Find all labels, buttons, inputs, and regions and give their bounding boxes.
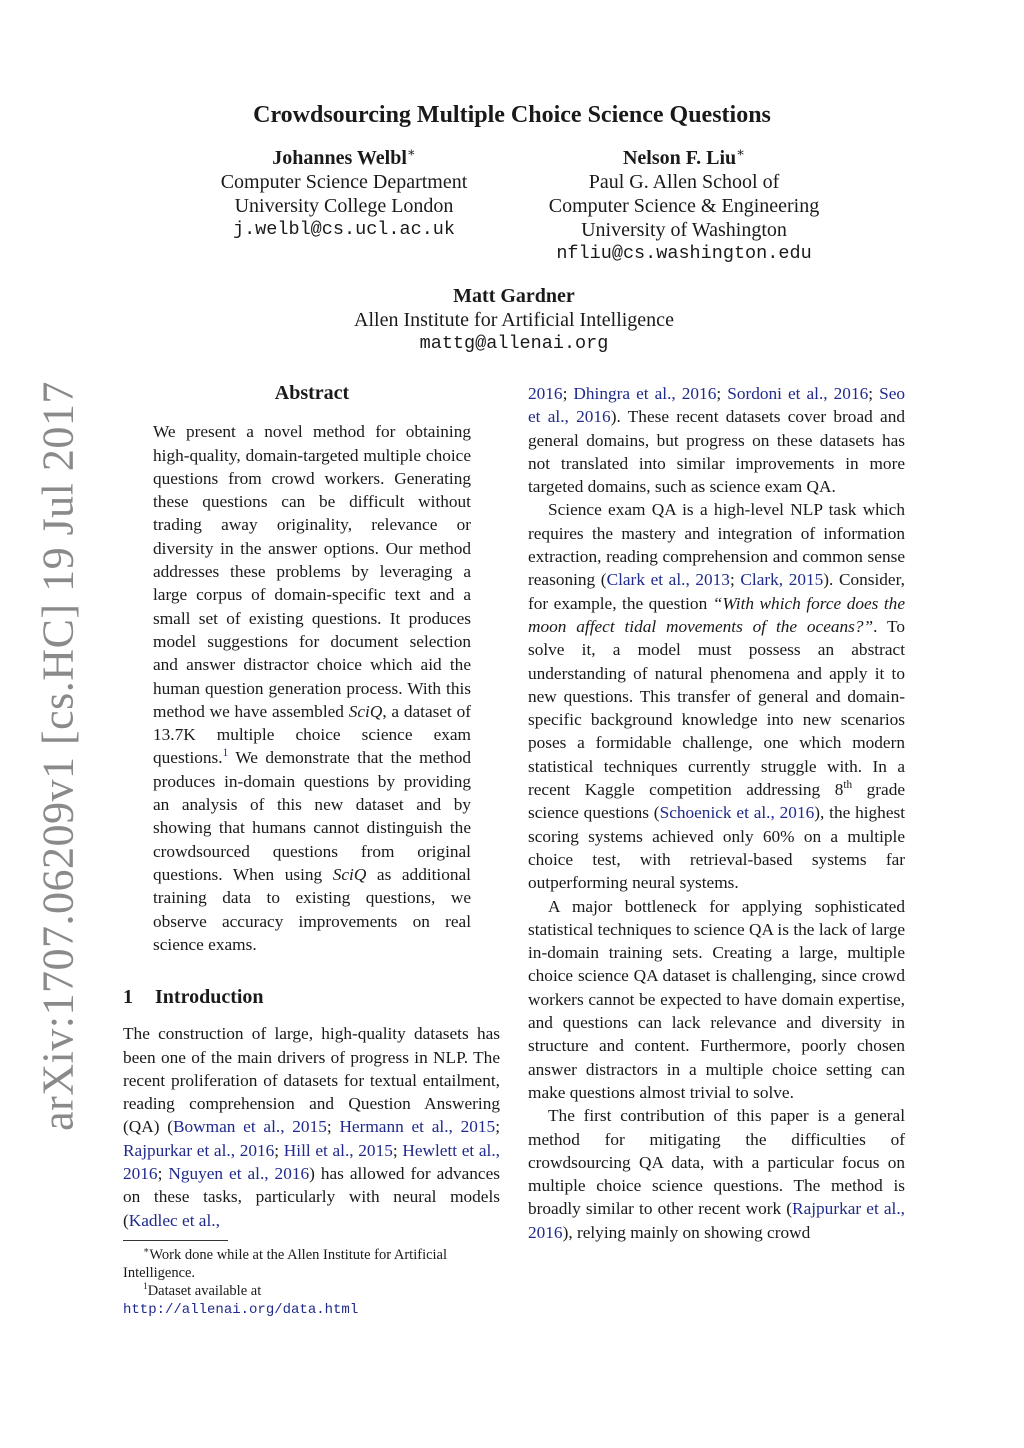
- author-email: mattg@allenai.org: [419, 333, 609, 354]
- author-footnote-mark: ∗: [736, 144, 746, 160]
- citation-link[interactable]: Bowman et al., 2015: [173, 1117, 327, 1137]
- citation-link[interactable]: Hermann et al., 2015: [339, 1117, 496, 1137]
- author-email: nfliu@cs.washington.edu: [556, 243, 812, 264]
- introduction-section: [123, 986, 500, 1232]
- citation-link[interactable]: Hewlett et al., 2016: [123, 1140, 500, 1184]
- citation-link[interactable]: Dhingra et al., 2016: [573, 384, 717, 403]
- author-affiliation: Allen Institute for Artificial Intelligence: [354, 309, 674, 331]
- citation-link[interactable]: Schoenick et al., 2016: [659, 803, 815, 823]
- abstract-section: [153, 382, 471, 956]
- author-affiliation: University of Washington: [581, 219, 787, 241]
- footnotes: [123, 1240, 500, 1319]
- footnote: $^1$Dataset available at http://allenai.org/data.html: [123, 1282, 359, 1318]
- citation-link[interactable]: Rajpurkar et al., 2016: [528, 1199, 906, 1242]
- author-name: Nelson F. Liu: [622, 147, 737, 169]
- abstract-text: We present a novel method for obtaining high-quality, domain-targeted multiple choice questions from crowd workers. Generating these questions can be difficult without trading away originality, relevance or diversity in the answer options. Our method addresses these problems by leveraging a large corpus of domain-specific text and a small set of existing questions. It produces model suggestions for document selection and answer distractor choice which aid the human question generation process. With this method we have assembled SciQ, a dataset of 13.7K multiple choice science exam questions.$^1$ We demonstrate that the method produces in-domain questions by providing an analysis of this new dataset and by showing that humans cannot distinguish the crowdsourced questions from original questions. When using SciQ as additional training data to existing questions, we observe accuracy improvements on real science exams.: [153, 422, 472, 954]
- footnote-link[interactable]: 1: [222, 747, 229, 760]
- author-affiliation: Computer Science Department: [220, 171, 468, 193]
- footnote-rule: [123, 1240, 228, 1241]
- author-block: [524, 146, 844, 266]
- citation-link[interactable]: 2016: [528, 384, 563, 403]
- citation-link[interactable]: Clark et al., 2013: [606, 570, 730, 590]
- dataset-name: SciQ: [332, 864, 367, 884]
- footnote: ∗Work done while at the Allen Institute for Artificial Intelligence.: [123, 1246, 448, 1281]
- section-number: 1: [123, 986, 133, 1008]
- author-name: Johannes Welbl: [272, 147, 407, 169]
- author-block: [250, 284, 778, 356]
- citation-link[interactable]: Clark, 2015: [740, 570, 824, 590]
- citation-link[interactable]: Kadlec et al.,: [128, 1210, 220, 1230]
- author-block: [184, 146, 504, 242]
- citation-link[interactable]: Hill et al., 2015: [283, 1140, 393, 1160]
- paragraph: The construction of large, high-quality datasets has been one of the main drivers of progress in NLP. The recent proliferation of datasets for textual entailment, reading comprehension and Question Answering (QA) (Bowman et al., 2015; Hermann et al., 2015; Rajpurkar et al., 2016; Hill et al., 2015; Hewlett et al., 2016; Nguyen et al., 2016) has allowed for advances on these tasks, particularly with neural models (Kadlec et al.,: [123, 1024, 501, 1230]
- author-footnote-mark: ∗: [406, 144, 416, 160]
- dataset-url-link[interactable]: http://allenai.org/data.html: [123, 1302, 359, 1318]
- dataset-name: SciQ: [348, 701, 383, 721]
- author-affiliation: University College London: [234, 195, 454, 217]
- paragraph: Science exam QA is a high-level NLP task which requires the mastery and integration of information extraction, reading comprehension and common sense reasoning (Clark et al., 2013; Clark, 2015). Consider, for example, the question “With which force does the moon affect tidal movements of the oceans?”. To solve it, a model must possess an abstract understanding of natural phenomena and apply it to new questions. This transfer of general and domain-specific background knowledge into new scenarios poses a formidable challenge, one which modern statistical techniques currently struggle with. In a recent Kaggle competition addressing 8th grade science questions (Schoenick et al., 2016), the highest scoring systems achieved only 60% on a multiple choice test, with retrieval-based systems far outperforming neural systems.: [528, 500, 906, 893]
- author-name: Matt Gardner: [453, 285, 575, 307]
- citation-link[interactable]: Nguyen et al., 2016: [168, 1164, 310, 1184]
- section-title: Introduction: [155, 986, 264, 1008]
- author-email: j.welbl@cs.ucl.ac.uk: [232, 219, 456, 240]
- section-heading: [123, 986, 500, 1009]
- paragraph: 2016; Dhingra et al., 2016; Sordoni et al., 2016; Seo et al., 2016). These recent datasets cover broad and general domains, but progress on these datasets has not translated into similar improvements in more targeted domains, such as science exam QA.: [528, 384, 906, 497]
- example-question: “With which force does the moon affect tidal movements of the oceans?”: [528, 593, 905, 636]
- paragraph: The first contribution of this paper is a general method for mitigating the difficulties of crowdsourcing QA data, with a particular focus on multiple choice science questions. The method is broadly similar to other recent work (Rajpurkar et al., 2016), relying mainly on showing crowd: [528, 1106, 906, 1242]
- author-affiliation: Paul G. Allen School of: [588, 171, 780, 193]
- arxiv-id: arXiv:1707.06209v1 [cs.HC] 19 Jul 2017: [33, 381, 83, 1131]
- abstract-heading: Abstract: [274, 382, 350, 404]
- citation-link[interactable]: Rajpurkar et al., 2016: [123, 1140, 275, 1160]
- author-affiliation: Computer Science & Engineering: [548, 195, 820, 217]
- right-column: [528, 382, 905, 1244]
- paragraph: A major bottleneck for applying sophisticated statistical techniques to science QA is the lack of large in-domain training sets. Creating a large, multiple choice science QA dataset is challenging, since crowd workers cannot be expected to have domain expertise, and questions can lack relevance and diversity in structure and content. Furthermore, poorly chosen answer distractors in a multiple choice setting can make questions almost trivial to solve.: [528, 896, 905, 1102]
- citation-link[interactable]: Seo et al., 2016: [528, 384, 906, 427]
- citation-link[interactable]: Sordoni et al., 2016: [727, 384, 869, 403]
- paper-title: Crowdsourcing Multiple Choice Science Questions: [253, 102, 771, 128]
